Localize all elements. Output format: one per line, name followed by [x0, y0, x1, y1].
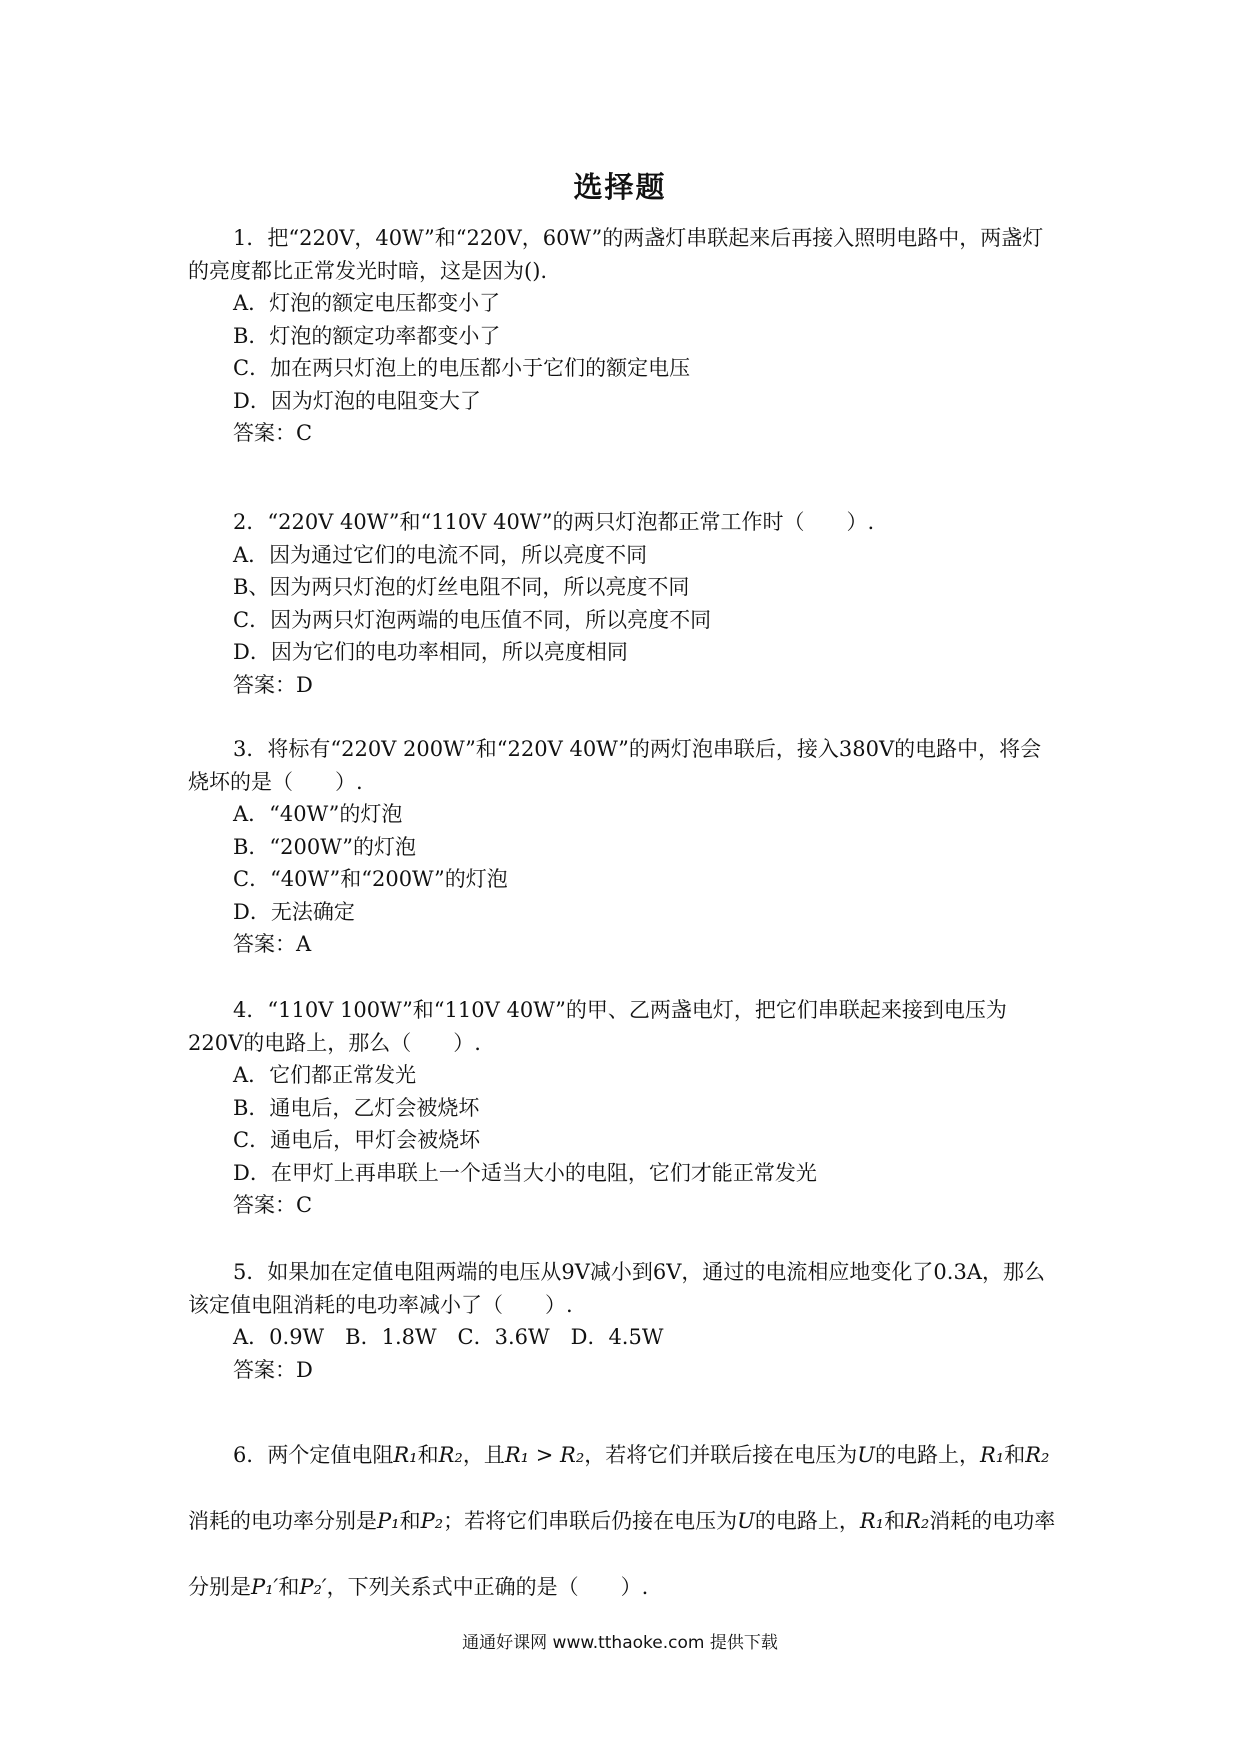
option-a: A．灯泡的额定电压都变小了: [233, 291, 501, 315]
q6-text: 的电路上，: [754, 1509, 860, 1533]
q6-text: ，且: [462, 1443, 505, 1467]
option-c: C．“40W”和“200W”的灯泡: [233, 867, 508, 891]
q6-text: 消耗的电功率分别是: [188, 1509, 377, 1533]
option-a: A．因为通过它们的电流不同，所以亮度不同: [233, 542, 648, 567]
question-3: [188, 733, 1058, 961]
q6-text: 6．两个定值电阻: [233, 1443, 394, 1467]
footer-source: 通通好课网 www.tthaoke.com 提供下载: [462, 1633, 778, 1653]
answer: 答案：D: [233, 1357, 313, 1382]
options-inline: A．0.9W B．1.8W C．3.6W D．4.5W: [233, 1325, 664, 1349]
option-a: A．它们都正常发光: [233, 1063, 417, 1087]
math-p1: P₁: [377, 1509, 400, 1533]
q6-text: 的电路上，: [874, 1443, 980, 1467]
option-b: B．“200W”的灯泡: [233, 834, 416, 859]
option-b: B．灯泡的额定功率都变小了: [233, 323, 501, 348]
question-stem: 3．将标有“220V 200W”和“220V 40W”的两灯泡串联后，接入380V的电路中，将会烧坏的是（ ）.: [188, 737, 1042, 794]
question-stem: 4．“110V 100W”和“110V 40W”的甲、乙两盏电灯，把它们串联起来接到电压为220V的电路上，那么（ ）.: [188, 998, 1007, 1055]
option-c: C．通电后，甲灯会被烧坏: [233, 1128, 481, 1152]
math-inequality: R₁ > R₂: [504, 1443, 585, 1467]
option-d: D．在甲灯上再串联上一个适当大小的电阻，它们才能正常发光: [233, 1160, 817, 1185]
option-d: D．无法确定: [233, 899, 355, 924]
option-c: C．加在两只灯泡上的电压都小于它们的额定电压: [233, 356, 691, 380]
option-b: B、因为两只灯泡的灯丝电阻不同，所以亮度不同: [233, 575, 690, 599]
question-1: [188, 222, 1058, 450]
math-r1: R₁: [859, 1509, 885, 1533]
question-stem: 1．把“220V，40W”和“220V，60W”的两盏灯串联起来后再接入照明电路中，两盏灯的亮度都比正常发光时暗，这是因为().: [188, 226, 1044, 283]
question-6: [188, 1422, 1058, 1620]
q6-text: 消耗的电功率分别是: [188, 1509, 1056, 1599]
option-c: C．因为两只灯泡两端的电压值不同，所以亮度不同: [233, 607, 712, 632]
answer: 答案：D: [233, 672, 313, 697]
q6-text: 和: [884, 1509, 906, 1533]
answer: 答案：C: [233, 421, 313, 445]
option-b: B．通电后，乙灯会被烧坏: [233, 1095, 480, 1120]
math-p2-prime: P₂′: [299, 1575, 327, 1599]
question-4: [188, 994, 1058, 1222]
question-5: [188, 1256, 1058, 1386]
page-title: 选择题: [573, 170, 667, 204]
math-r1: R₁: [979, 1443, 1005, 1467]
math-p1-prime: P₁′: [251, 1575, 279, 1599]
option-d: D．因为它们的电功率相同，所以亮度相同: [233, 640, 628, 664]
math-p2: P₂: [420, 1509, 444, 1533]
math-r2: R₂: [438, 1443, 463, 1467]
q6-text: ；若将它们串联后仍接在电压为: [443, 1509, 738, 1533]
math-r2: R₂: [905, 1509, 930, 1533]
q6-text: 和: [1004, 1443, 1026, 1467]
q6-text: ，下列关系式中正确的是（ ）.: [326, 1575, 649, 1599]
question-stem: 5．如果加在定值电阻两端的电压从9V减小到6V，通过的电流相应地变化了0.3A，那么该定值电阻消耗的电功率减小了（ ）.: [188, 1260, 1045, 1317]
q6-text: ，若将它们并联后接在电压为: [584, 1443, 858, 1467]
q6-text: 和: [417, 1443, 439, 1467]
option-a: A．“40W”的灯泡: [233, 802, 403, 826]
question-stem: [188, 1422, 1058, 1620]
q6-text: 和: [399, 1509, 421, 1533]
answer: 答案：A: [233, 932, 312, 956]
answer: 答案：C: [233, 1193, 313, 1217]
option-d: D．因为灯泡的电阻变大了: [233, 388, 481, 413]
math-u: U: [857, 1443, 875, 1467]
question-stem: 2．“220V 40W”和“110V 40W”的两只灯泡都正常工作时（ ）.: [233, 510, 875, 534]
math-r2: R₂: [1025, 1443, 1050, 1467]
math-r1: R₁: [393, 1443, 418, 1467]
math-u: U: [737, 1509, 755, 1533]
question-2: [188, 506, 1058, 701]
q6-text: 和: [278, 1575, 300, 1599]
